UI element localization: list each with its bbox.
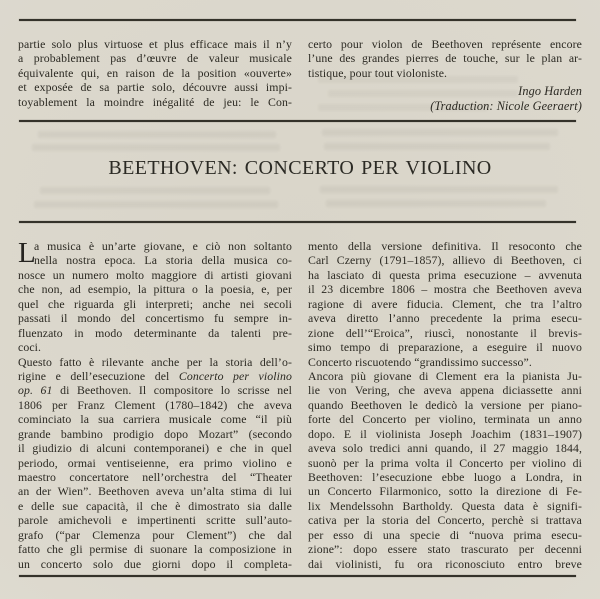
- text-line: Beethoven: l’esecuzione ebbe luogo a Londra, in: [308, 470, 582, 484]
- title-bottom-rule: [19, 221, 576, 223]
- text-line: et exposée de sa partie solo, découvre aussi impi-: [18, 80, 292, 95]
- text-line: l’une des grandes pierres de touche, sur le plan ar-: [308, 51, 582, 66]
- page-title: BEETHOVEN: CONCERTO PER VIOLINO: [108, 157, 492, 179]
- author-signature: Ingo Harden: [518, 84, 582, 99]
- text-line: lix Mendelssohn Bartholdy. Questa data è signifi-: [308, 498, 582, 513]
- bleed-through-line: [38, 131, 276, 138]
- bleed-through-line: [32, 144, 280, 151]
- bleed-through-line: [34, 201, 278, 208]
- drop-cap: L: [18, 237, 36, 269]
- text-line: tistique, pour tout violoniste.: [308, 65, 448, 80]
- text-line: cominciato la sua carriera musicale come “il più: [18, 412, 292, 427]
- text-line: suonò per la prima volta il Concerto per violino di: [308, 455, 582, 470]
- text-line: dopo. E il violinista Joseph Joachim (1831–1907): [308, 426, 582, 441]
- text-line: aveva solo tredici anni quando, il 27 maggio 1844,: [308, 441, 582, 456]
- title-band: [0, 156, 600, 180]
- french-left-column: [18, 37, 292, 113]
- text-line: certo pour violon de Beethoven représente encore: [308, 37, 582, 51]
- text-line: 1806 per Franz Clement (1780–1842) che aveva: [18, 397, 292, 412]
- italian-left-column: [18, 239, 292, 571]
- text-line: simo tempo di preparazione, a eseguire il nuovo: [308, 340, 582, 355]
- french-right-column: [308, 37, 582, 113]
- text-line: Ancora più giovane di Clement era la pianista Ju-: [308, 368, 582, 383]
- title-top-rule: [19, 120, 576, 122]
- text-line: fluenzato in modo determinante da talenti pre-: [18, 325, 292, 340]
- text-line: maestro concertatore nell’orchestra del “Theater: [18, 470, 292, 484]
- signature-block: [308, 84, 582, 113]
- top-divider-rule: [19, 19, 576, 21]
- text-line: grande bambino prodigio dopo Mozart” (secondo: [18, 426, 292, 441]
- french-right-text: [308, 37, 582, 80]
- text-line: dai violinisti, fu ora riconosciuto entro breve: [308, 556, 582, 571]
- text-line: quando Beethoven le dedicò la versione per piano-: [308, 397, 582, 412]
- bleed-through-line: [326, 200, 546, 207]
- text-line: lie von Vering, che aveva appena diciassette anni: [308, 383, 582, 398]
- text-line: grafo (“par Clemenza pour Clement”) che dal: [18, 527, 292, 542]
- text-line: coci.: [18, 340, 42, 355]
- text-line: a probablement pas d’œuvre de valeur musicale: [18, 51, 292, 66]
- text-line: nosce un numero molto maggiore di artisti giovani: [18, 267, 292, 282]
- text-line: toyablement la moindre inégalité de jeu: le Con-: [18, 94, 292, 109]
- text-line: ragione di avere fiducia. Clement, che tra l’altro: [308, 296, 582, 311]
- italian-article-section: [18, 239, 582, 571]
- text-line: periodo, ormai ventiseienne, era primo violino e: [18, 455, 292, 470]
- text-line: a musica è un’arte giovane, e ciò non soltanto: [34, 239, 292, 253]
- text-line: parole amichevoli e impertinenti scritte sull’auto-: [18, 513, 292, 528]
- text-line: Carl Czerny (1791–1857), allievo di Beethoven, ci: [308, 253, 582, 268]
- text-line: cativa per la storia del Concerto, perchè si trattava: [308, 513, 582, 528]
- text-line: ha lasciato di questa prima esecuzione – avvenuta: [308, 267, 582, 282]
- italian-right-column: [308, 239, 582, 571]
- text-line: per esso di una specie di “nuova prima esecu-: [308, 527, 582, 542]
- text-line: nella nostra epoca. La storia della musica co-: [34, 253, 292, 268]
- text-line: fatto che gli permise di suonare la composizione in: [18, 542, 292, 557]
- text-line: il giudizio di alcuni contemporanei) e che in quel: [18, 441, 292, 456]
- bleed-through-line: [320, 186, 558, 193]
- text-line: e delle sue capacità, il che è dimostrato sia dalle: [18, 498, 292, 513]
- translation-credit: (Traduction: Nicole Geeraert): [430, 98, 582, 113]
- text-line: aveva diretto l’anno precedente la prima esecu-: [308, 311, 582, 326]
- text-line: Concerto riscuotendo “grandissimo successo”.: [308, 354, 532, 369]
- bleed-through-line: [322, 129, 558, 136]
- text-line: il 23 dicembre 1806 – mostra che Beethoven aveva: [308, 282, 582, 297]
- bottom-divider-rule: [19, 575, 576, 577]
- text-line: quel che riguarda gli interpreti; anche nei secoli: [18, 296, 292, 311]
- text-line: mento della versione definitiva. Il resoconto che: [308, 239, 582, 253]
- text-line: an der Wien”. Beethoven aveva un’alta stima di lui: [18, 484, 292, 499]
- text-line: équivalente qui, en raison de la position «ouverte»: [18, 65, 292, 80]
- text-line: forte del Concerto per violino, terminata un anno: [308, 412, 582, 427]
- text-line: un Concerto Filarmonico, sotto la direzione di Fe-: [308, 484, 582, 499]
- bleed-through-line: [324, 143, 550, 150]
- text-line: che non, ad esempio, la pittura o la poesia, e, per: [18, 282, 292, 297]
- text-line: Questo fatto è rilevante anche per la storia dell’o-: [18, 354, 292, 369]
- text-line: rigine e dell’esecuzione del Concerto per violino: [18, 368, 292, 383]
- text-line: un concerto solo due giorni dopo il completa-: [18, 556, 292, 571]
- text-line: zione”: dopo essere stato trascurato per decenni: [308, 542, 582, 557]
- text-line: op. 61 di Beethoven. Il compositore lo scrisse nel: [18, 383, 292, 398]
- text-line: zione dell’“Eroica”, riuscì, nonostante il brevis-: [308, 325, 582, 340]
- bleed-through-line: [40, 187, 270, 194]
- text-line: passati il mondo del concertismo fu sempre in-: [18, 311, 292, 326]
- french-conclusion-section: [18, 37, 582, 113]
- text-line: partie solo plus virtuose et plus efficace mais il n’y: [18, 37, 292, 51]
